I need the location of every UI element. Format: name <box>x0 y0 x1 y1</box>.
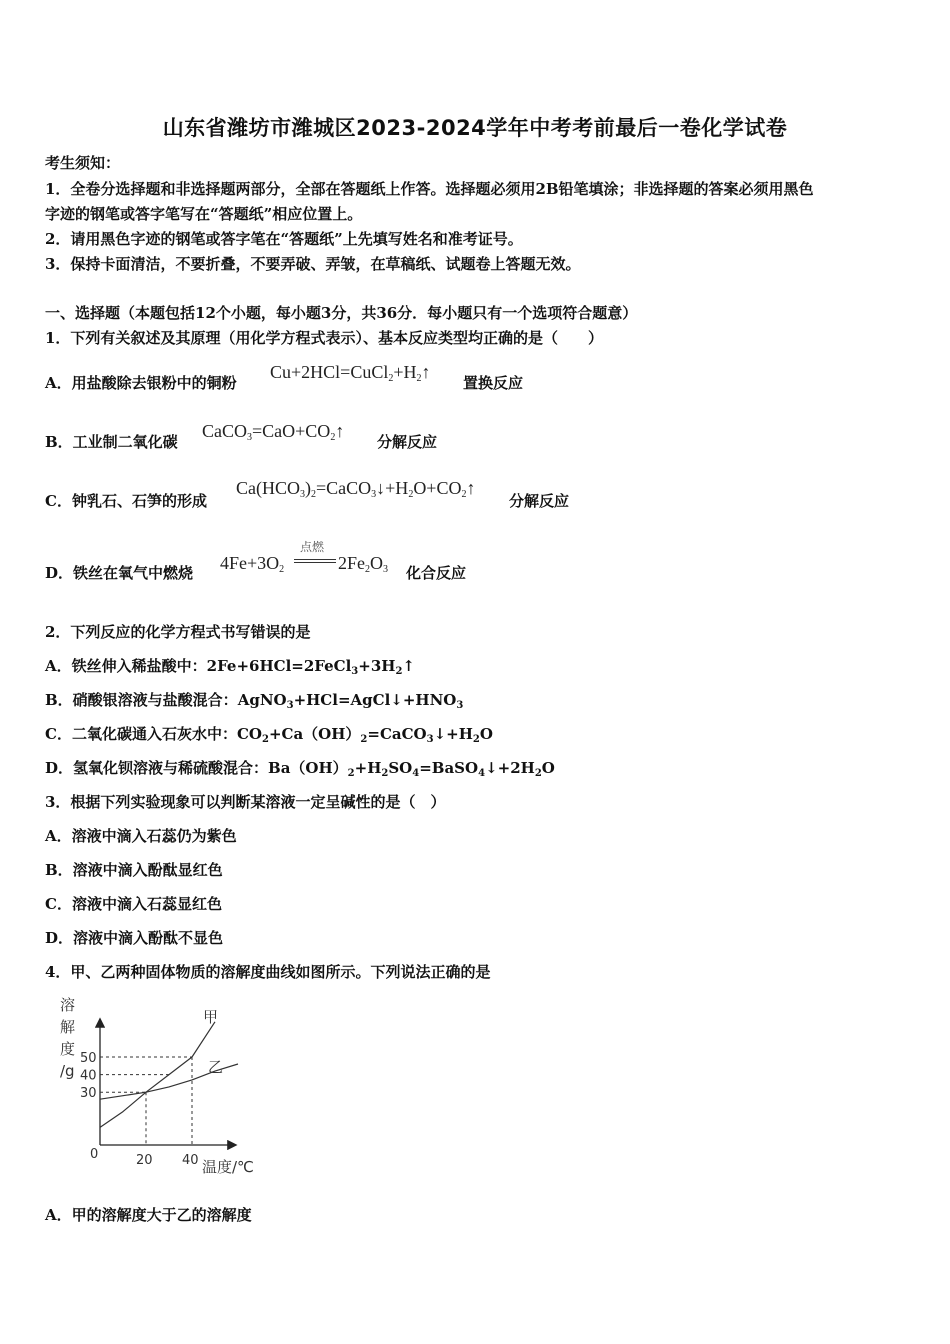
q1-option-d-label: D．铁丝在氧气中燃烧 <box>45 564 194 582</box>
q4-option-a: A．甲的溶解度大于乙的溶解度 <box>45 1206 252 1224</box>
q2-option-d <box>45 757 555 779</box>
q2-stem: 2．下列反应的化学方程式书写错误的是 <box>45 623 311 641</box>
series-label: 甲 <box>203 1007 219 1026</box>
q1-option-c-type: 分解反应 <box>509 492 570 510</box>
q2-option-a-equation: $2Fe+6HCl=2FeCl_3+3H_2↑$ <box>206 657 415 677</box>
q1-option-d-condition: 点燃 <box>300 540 325 554</box>
series-label: 乙 <box>208 1058 224 1077</box>
q4-stem: 4．甲、乙两种固体物质的溶解度曲线如图所示。下列说法正确的是 <box>45 963 491 981</box>
y-axis-label-char: 溶 <box>60 996 76 1014</box>
q2-option-b-equation: $AgNO_3+HCl=AgCl↓+HNO_3$ <box>237 691 464 711</box>
y-axis-label-char: 解 <box>60 1018 76 1036</box>
solubility-chart <box>40 990 280 1180</box>
q3-option-a: A．溶液中滴入石蕊仍为紫色 <box>45 827 237 845</box>
q1-option-a-equation: $Cu+2HCl=CuCl_2+H_2↑$ <box>270 362 431 384</box>
y-tick-label: 40 <box>80 1068 97 1084</box>
notice-item-3: 3．保持卡面清洁，不要折叠，不要弄破、弄皱，在草稿纸、试题卷上答题无效。 <box>45 255 581 273</box>
series-labels <box>203 1008 223 1076</box>
x-axis-label: 温度/℃ <box>202 1158 254 1176</box>
q2-option-c-label: C．二氧化碳通入石灰水中： <box>45 725 237 743</box>
equation-double-line-top <box>294 559 336 560</box>
q1-option-b-type: 分解反应 <box>377 433 438 451</box>
q1-option-b-equation: $CaCO_3=CaO+CO_2↑$ <box>202 421 345 443</box>
x-tick-label: 40 <box>182 1153 199 1168</box>
q1-option-d-equation-right: $2Fe_2O_3$ <box>338 553 388 575</box>
origin-label: 0 <box>90 1147 99 1162</box>
q2-option-a <box>45 655 415 677</box>
q1-option-d-type: 化合反应 <box>406 564 467 582</box>
x-tick-label: 20 <box>136 1153 153 1168</box>
q2-option-a-label: A．铁丝伸入稀盐酸中： <box>45 657 207 675</box>
notice-item-1-cont: 字迹的钢笔或答字笔写在“答题纸”相应位置上。 <box>45 205 363 223</box>
notice-item-1: 1．全卷分选择题和非选择题两部分，全部在答题纸上作答。选择题必须用2B铅笔填涂；非选择题的答案必须用黑色 <box>45 180 814 198</box>
series-line-jia <box>100 1022 215 1128</box>
q2-option-c <box>45 723 493 745</box>
y-tick-label: 30 <box>80 1086 97 1102</box>
q1-stem: 1．下列有关叙述及其原理（用化学方程式表示）、基本反应类型均正确的是（ ） <box>45 329 603 347</box>
q2-option-b-label: B．硝酸银溶液与盐酸混合： <box>45 691 238 709</box>
q3-option-d: D．溶液中滴入酚酞不显色 <box>45 929 224 947</box>
q2-option-c-equation: $CO_2+Ca(OH)_2=CaCO_3↓+H_2O$ <box>236 725 493 745</box>
q1-option-b-label: B．工业制二氧化碳 <box>45 433 178 451</box>
q1-option-c-label: C．钟乳石、石笋的形成 <box>45 492 207 510</box>
q1-option-a-label: A．用盐酸除去银粉中的铜粉 <box>45 374 237 392</box>
q2-option-b <box>45 689 463 711</box>
q2-option-d-label: D．氢氧化钡溶液与稀硫酸混合： <box>45 759 269 777</box>
y-tick-label: 50 <box>80 1051 97 1066</box>
q3-stem: 3．根据下列实验现象可以判断某溶液一定呈碱性的是（ ） <box>45 793 446 811</box>
q2-option-d-equation: $Ba(OH)_2+H_2SO_4=BaSO_4↓+2H_2O$ <box>268 759 555 779</box>
section-heading: 一、选择题（本题包括12个小题，每小题3分，共36分．每小题只有一个选项符合题意） <box>45 304 638 322</box>
q3-option-b: B．溶液中滴入酚酞显红色 <box>45 861 223 879</box>
notice-item-2: 2．请用黑色字迹的钢笔或答字笔在“答题纸”上先填写姓名和准考证号。 <box>45 230 523 248</box>
q1-option-d-equation-left: $4Fe+3O_2$ <box>220 553 285 575</box>
y-axis-label-char: /g <box>60 1062 75 1080</box>
notice-heading: 考生须知： <box>45 154 121 172</box>
guide-lines <box>100 1057 192 1145</box>
q3-option-c: C．溶液中滴入石蕊显红色 <box>45 895 222 913</box>
page-title: 山东省潍坊市潍城区2023-2024学年中考考前最后一卷化学试卷 <box>162 116 788 140</box>
equation-double-line-bottom <box>294 562 336 563</box>
y-axis-label-char: 度 <box>60 1040 76 1058</box>
q1-option-c-equation: $Ca(HCO_3)_2=CaCO_3↓+H_2O+CO_2↑$ <box>236 478 476 500</box>
y-axis-label <box>60 996 75 1080</box>
q1-option-a-type: 置换反应 <box>463 374 524 392</box>
